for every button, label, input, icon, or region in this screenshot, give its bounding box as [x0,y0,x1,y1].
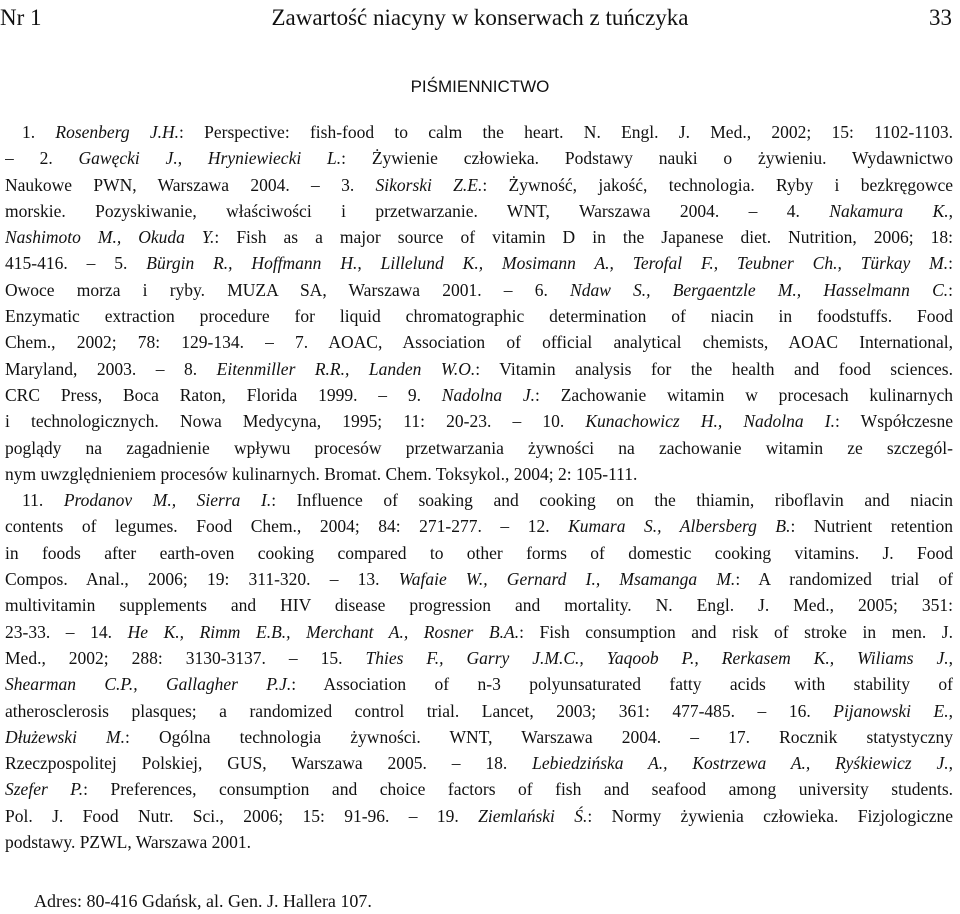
reference-text: Maryland, 2003. – 8. [5,358,217,379]
reference-text: multivitamin supplements and HIV disease progression and mortality. N. Engl. J. Med., 2005; 351: [5,595,953,616]
reference-text: : [948,279,953,300]
reference-text: Chem., 2002; 78: 129-134. – 7. AOAC, Association of official analytical chemists, AOAC International, [5,332,953,353]
reference-text: : Nutrient retention [790,516,953,537]
reference-text: 11. [22,490,64,511]
reference-text: – 2. [5,148,79,169]
reference-text: Rzeczpospolitej Polskiej, GUS, Warszawa 2005. – 18. [5,753,533,774]
reference-text: : Preferences, consumption and choice factors of fish and seafood among university students. [83,779,953,800]
reference-authors: Gawęcki J. [78,148,178,169]
reference-line [5,750,953,776]
reference-text: 23-33. – 14. [5,621,128,642]
reference-text: : Zachowanie witamin w procesach kulinarnych [535,384,953,405]
reference-authors: Eitenmiller R.R., Landen W.O. [216,358,476,379]
reference-line [5,724,953,750]
reference-line [5,145,953,171]
reference-line [5,566,953,592]
reference-authors: Prodanov M., Sierra I. [63,490,272,511]
reference-text: : Ogólna technologia żywności. WNT, Warszawa 2004. – 17. Rocznik statystyczny [125,726,953,747]
reference-authors: Shearman C.P., Gallagher P.J. [5,674,292,695]
reference-text: , [948,200,953,221]
reference-text: : Żywienie człowieka. Podstawy nauki o żywieniu. Wydawnictwo [341,148,953,169]
reference-line [5,382,953,408]
reference-text: contents of legumes. Food Chem., 2004; 84: 271-277. – 12. [5,516,569,537]
reference-line [5,277,953,303]
reference-line [5,513,953,539]
reference-line [5,172,953,198]
reference-line [5,250,953,276]
journal-issue: Nr 1 [0,5,42,30]
reference-text: : Żywność, jakość, technologia. Ryby i bezkręgowce [482,174,953,195]
page-header [0,2,960,34]
page-number: 33 [929,5,952,30]
reference-text: , [948,753,953,774]
reference-line [5,698,953,724]
reference-text: , [177,148,208,169]
reference-line [5,619,953,645]
reference-authors: He K., Rimm E.B., Merchant A., Rosner B.A. [127,621,520,642]
reference-text: : Fish consumption and risk of stroke in men. J. [519,621,953,642]
reference-authors: Nashimoto M., Okuda Y. [5,227,215,248]
reference-text: : Influence of soaking and cooking on the thiamin, riboflavin and niacin [271,490,953,511]
reference-text: Pol. J. Food Nutr. Sci., 2006; 15: 91-96. – 19. [5,805,479,826]
reference-text: : Perspective: fish-food to calm the heart. N. Engl. J. Med., 2002; 15: 1102-1103. [179,122,953,142]
reference-text: podstawy. PZWL, Warszawa 2001. [5,832,251,853]
reference-text: in foods after earth-oven cooking compared to other forms of domestic cooking vitamins. J. Food [5,542,953,563]
reference-text: Naukowe PWN, Warszawa 2004. – 3. [5,174,376,195]
reference-authors: Nakamura K. [829,200,949,221]
reference-line [5,829,953,855]
reference-text: 1. [22,122,56,142]
reference-authors: Kunachowicz H., Nadolna I. [585,411,835,432]
reference-authors: Lebiedzińska A., Kostrzewa A., Ryśkiewicz J. [532,753,949,774]
reference-authors: Dłużewski M. [5,726,125,747]
reference-line [5,224,953,250]
reference-authors: Kumara S., Albersberg B. [568,516,791,537]
reference-line [5,803,953,829]
reference-authors: Wafaie W., Gernard I., Msamanga M. [398,569,736,590]
reference-authors: Hryniewiecki L. [207,148,342,169]
reference-text: : Normy żywienia człowieka. Fizjologiczne [587,805,953,826]
reference-line [5,198,953,224]
reference-line [5,487,953,513]
reference-line [5,592,953,618]
reference-text: 415-416. – 5. [5,253,147,274]
references-list [5,119,953,855]
reference-authors: Ndaw S., Bergaentzle M., Hasselmann C. [570,279,949,300]
reference-text: : Vitamin analysis for the health and food sciences. [475,358,953,379]
reference-line [5,119,953,145]
reference-line [5,540,953,566]
reference-authors: Rosenberg J.H. [55,122,180,142]
reference-line [5,435,953,461]
reference-text: Compos. Anal., 2006; 19: 311-320. – 13. [5,569,399,590]
reference-text: , [948,647,953,668]
reference-text: atherosclerosis plasques; a randomized control trial. Lancet, 2003; 361: 477-485. – 16. [5,700,834,721]
reference-authors: Ziemlański Ś. [478,805,588,826]
reference-line [5,356,953,382]
reference-text: Med., 2002; 288: 3130-3137. – 15. [5,647,366,668]
reference-line [5,303,953,329]
reference-text: poglądy na zagadnienie wpływu procesów przetwarzania żywności na zachowanie witamin ze szczegól- [5,437,953,458]
reference-authors: Nadolna J. [441,384,536,405]
reference-text: , [948,700,953,721]
reference-authors: Szefer P. [5,779,84,800]
reference-text: Enzymatic extraction procedure for liquid chromatographic determination of niacin in foodstuffs. Food [5,306,953,327]
running-title: Zawartość niacyny w konserwach z tuńczyka [271,5,689,30]
reference-text: : [948,253,953,274]
references-heading: PIŚMIENNICTWO [410,77,550,96]
reference-text: : A randomized trial of [735,569,953,590]
reference-text: morskie. Pozyskiwanie, właściwości i przetwarzanie. WNT, Warszawa 2004. – 4. [5,200,830,221]
author-address: Adres: 80-416 Gdańsk, al. Gen. J. Hallera 107. [34,891,372,911]
reference-text: Owoce morza i ryby. MUZA SA, Warszawa 2001. – 6. [5,279,571,300]
reference-authors: Bürgin R., Hoffmann H., Lillelund K., Mosimann A., Terofal F., Teubner Ch., Türkay M. [146,253,949,274]
reference-text: : Współczesne [834,411,953,432]
reference-line [5,671,953,697]
reference-authors: Pijanowski E. [833,700,949,721]
reference-authors: Sikorski Z.E. [375,174,483,195]
reference-line [5,329,953,355]
reference-line [5,461,953,487]
reference-line [5,408,953,434]
reference-line [5,776,953,802]
reference-text: nym uwzględnieniem procesów kulinarnych. Bromat. Chem. Toksykol., 2004; 2: 105-111. [5,463,638,484]
reference-text: i technologicznych. Nowa Medycyna, 1995; 11: 20-23. – 10. [5,411,586,432]
reference-line [5,645,953,671]
reference-text: : Association of n-3 polyunsaturated fatty acids with stability of [291,674,953,695]
reference-authors: Thies F., Garry J.M.C., Yaqoob P., Rerkasem K., Wiliams J. [365,647,949,668]
reference-text: CRC Press, Boca Raton, Florida 1999. – 9. [5,384,442,405]
reference-text: : Fish as a major source of vitamin D in the Japanese diet. Nutrition, 2006; 18: [214,227,953,248]
